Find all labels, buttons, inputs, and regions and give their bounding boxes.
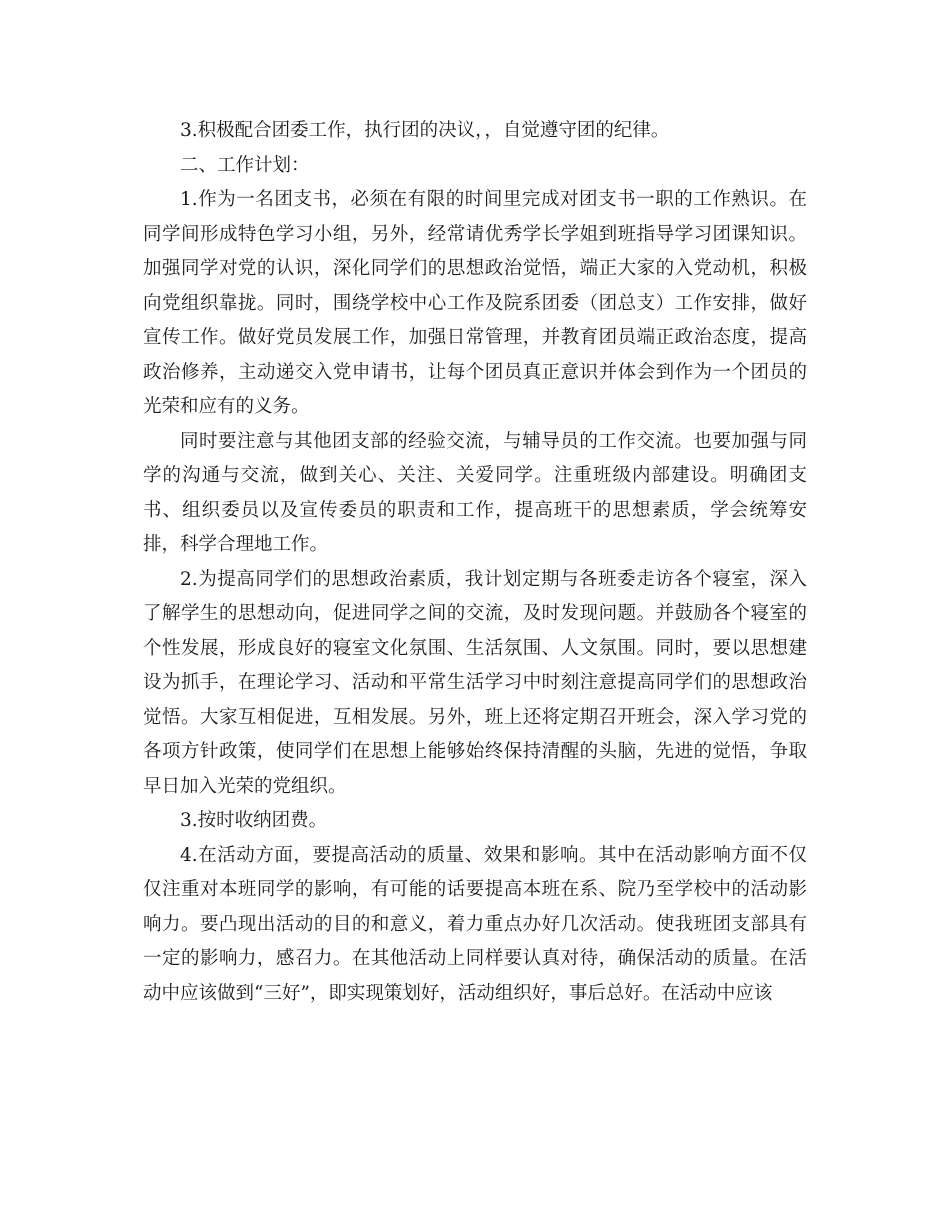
paragraph-plan-4: 4.在活动方面，要提高活动的质量、效果和影响。其中在活动影响方面不仅仅注重对本班同学的影响，有可能的话要提高本班在系、院乃至学校中的活动影响力。要凸现出活动的目的和意义，着力重点办好几次活动。使我班团支部具有一定的影响力，感召力。在其他活动上同样要认真对待，确保活动的质量。在活动中应该做到“三好”，即实现策划好，活动组织好，事后总好。在活动中应该 — [143, 844, 807, 1004]
document-body — [143, 114, 807, 1011]
paragraph-plan-1: 1.作为一名团支书，必须在有限的时间里完成对团支书一职的工作熟识。在同学间形成特色学习小组，另外，经常请优秀学长学姐到班指导学习团课知识。加强同学对党的认识，深化同学们的思想政治觉悟，端正大家的入党动机，积极向党组织靠拢。同时，围绕学校中心工作及院系团委（团总支）工作安排，做好宣传工作。做好党员发展工作，加强日常管理，并教育团员端正政治态度，提高政治修养，主动递交入党申请书，让每个团员真正意识并体会到作为一个团员的光荣和应有的义务。 — [143, 189, 807, 417]
paragraph-discipline: 3.积极配合团委工作，执行团的决议，，自觉遵守团的纪律。 — [180, 120, 670, 141]
section-heading-work-plan: 二、工作计划： — [180, 154, 310, 176]
paragraph-plan-3: 3.按时收纳团费。 — [180, 810, 328, 831]
paragraph-exchange: 同时要注意与其他团支部的经验交流，与辅导员的工作交流。也要加强与同学的沟通与交流，做到关心、关注、关爱同学。注重班级内部建设。明确团支书、组织委员以及宣传委员的职责和工作，提高班干的思想素质，学会统筹安排，科学合理地工作。 — [143, 430, 807, 555]
paragraph-plan-2: 2.为提高同学们的思想政治素质，我计划定期与各班委走访各个寝室，深入了解学生的思想动向，促进同学之间的交流，及时发现问题。并鼓励各个寝室的个性发展，形成良好的寝室文化氛围、生活氛围、人文氛围。同时，要以思想建设为抓手，在理论学习、活动和平常生活学习中时刻注意提高同学们的思想政治觉悟。大家互相促进，互相发展。另外，班上还将定期召开班会，深入学习党的各项方针政策，使同学们在思想上能够始终保持清醒的头脑，先进的觉悟，争取早日加入光荣的党组织。 — [143, 568, 807, 797]
